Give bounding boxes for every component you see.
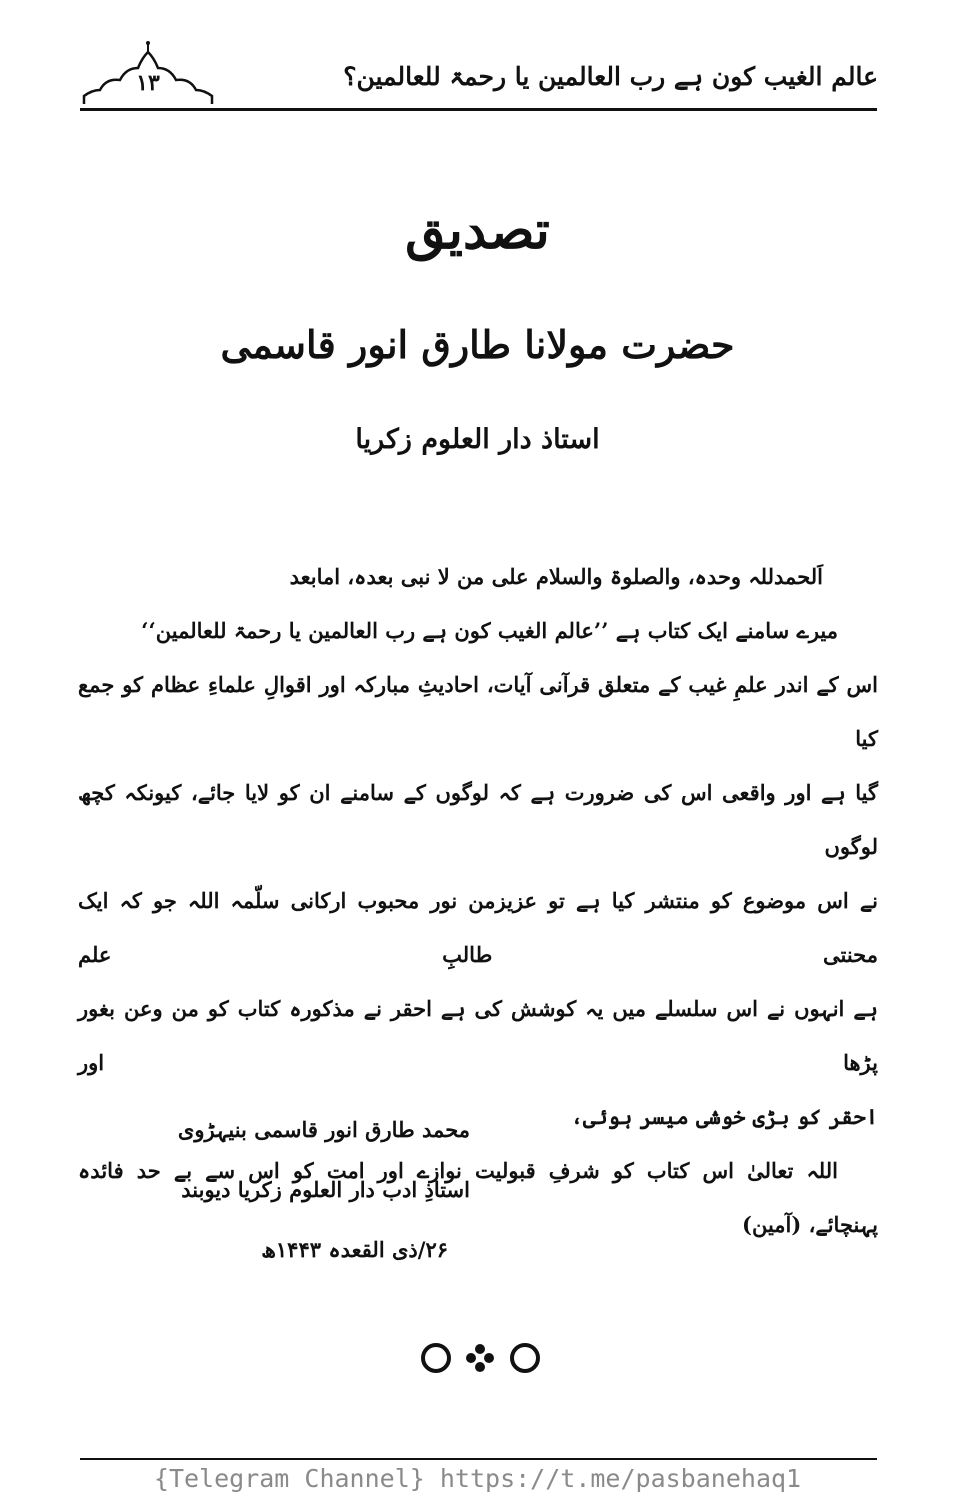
running-title: عالم الغیب کون ہے رب العالمین یا رحمۃ للعالمین؟ xyxy=(343,62,878,91)
body-line: میرے سامنے ایک کتاب ہے ’’عالم الغیب کون ہے رب العالمین یا رحمۃ للعالمین‘‘ xyxy=(141,618,838,643)
signatory-designation: استاذِ ادب دار العلوم زکریا دیوبند xyxy=(181,1177,470,1202)
footer-rule xyxy=(80,1458,877,1460)
author-designation: استاذ دار العلوم زکریا xyxy=(355,424,600,455)
page-header xyxy=(78,40,878,112)
author-heading: حضرت مولانا طارق انور قاسمی xyxy=(220,322,735,367)
signature-block xyxy=(150,1100,470,1280)
body-line: احقر کو بڑی خوشی میسر ہوئی، xyxy=(570,1104,878,1129)
page-number: ۱۳ xyxy=(136,70,160,96)
body-line: گیا ہے اور واقعی اس کی ضرورت ہے کہ لوگوں کے سامنے ان کو لایا جائے، کیونکہ کچھ لوگوں xyxy=(78,780,878,859)
telegram-channel-link[interactable]: {Telegram Channel} https://t.me/pasbanehaq1 xyxy=(153,1464,802,1493)
prayer-line: پہنچائے، (آمین) xyxy=(742,1212,878,1237)
signatory-name: محمد طارق انور قاسمی بنیہڑوی xyxy=(177,1117,470,1142)
end-ornament-icon xyxy=(418,1340,543,1376)
prayer-line: اللہ تعالیٰ اس کتاب کو شرفِ قبولیت نوازے اور امت کو اس سے بے حد فائدہ xyxy=(78,1158,838,1183)
header-rule xyxy=(80,108,877,111)
body-line: ہے انہوں نے اس سلسلے میں یہ کوشش کی ہے احقر نے مذکورہ کتاب کو من وعن بغور پڑھا اور xyxy=(78,996,878,1075)
body-line: اس کے اندر علمِ غیب کے متعلق قرآنی آیات، احادیثِ مبارکہ اور اقوالِ علماءِ عظام کو جمع کیا xyxy=(78,672,878,751)
page-title: تصدیق xyxy=(405,200,550,261)
signature-date: ۲۶/ذی القعدہ ۱۴۴۳ھ xyxy=(261,1237,448,1262)
body-line: نے اس موضوع کو منتشر کیا ہے تو عزیزمن نور محبوب ارکانی سلّمہ اللہ جو کہ ایک محنتی طالبِ علم xyxy=(78,888,878,967)
opening-line: اَلحمدللہ وحدہ، والصلوۃ والسلام علی من لا نبی بعدہ، امابعد xyxy=(289,564,823,589)
